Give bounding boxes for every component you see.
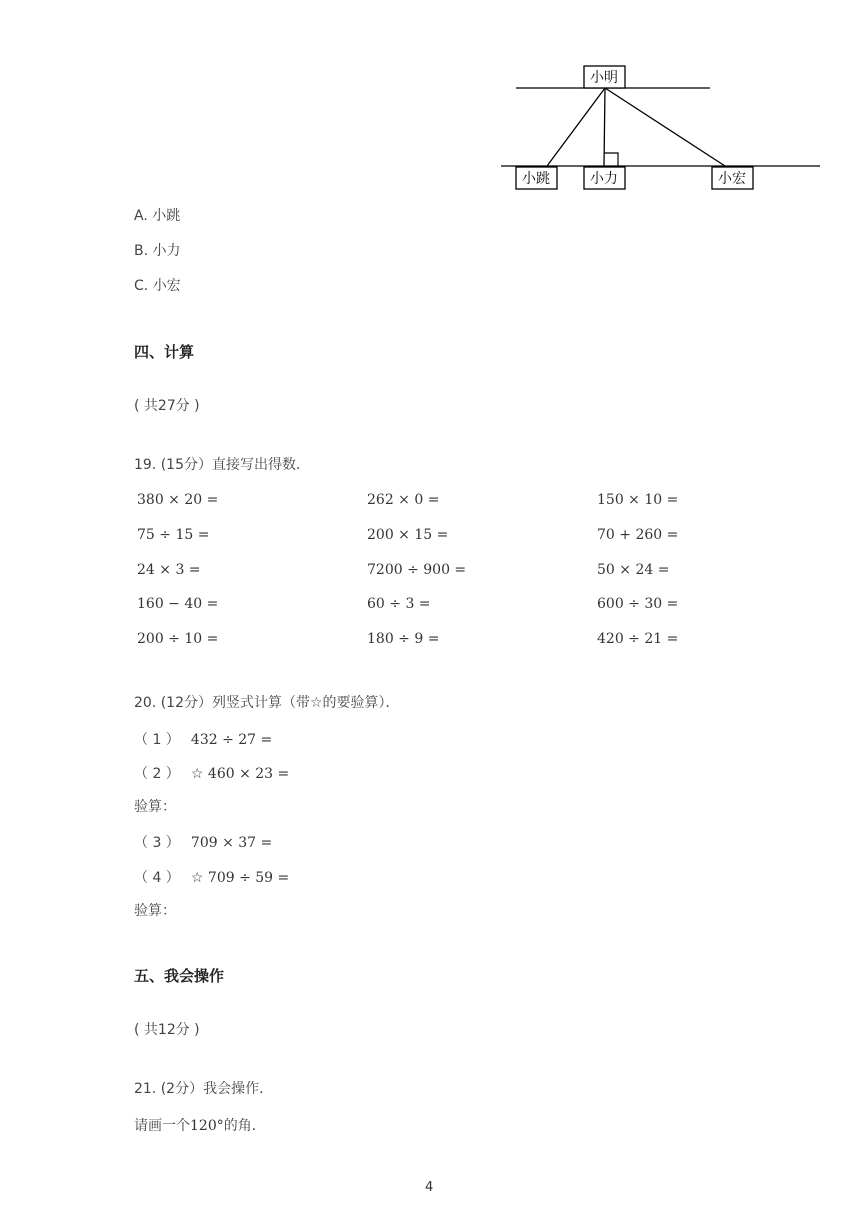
q21-instruction	[134, 1115, 266, 1135]
q20-item-4	[134, 867, 289, 887]
q20-item-3-expr: 709 × 37 =	[190, 835, 273, 851]
q20-item-1-expr: 432 ÷ 27 =	[190, 732, 273, 748]
q19-r5c1: 200 ÷ 10 =	[137, 631, 219, 647]
label-xiaotiao: 小跳	[522, 171, 550, 187]
section5-score: ( 共12分 )	[134, 1022, 200, 1038]
section4-title: 四、计算	[134, 343, 195, 361]
q20-item-3-num: （ 3 ）	[134, 835, 180, 851]
q20-check-label-1: 验算：	[134, 799, 176, 815]
option-c-text: 小宏	[152, 278, 181, 294]
q19-r3c2: 7200 ÷ 900 =	[367, 562, 467, 578]
option-b-text: 小力	[152, 243, 181, 259]
q20-item-4-num: （ 4 ）	[134, 870, 180, 886]
section4-score: ( 共27分 )	[134, 398, 200, 414]
q20-item-2-expr: ☆ 460 × 23 =	[190, 766, 290, 782]
option-a-letter: A.	[134, 208, 148, 224]
q21-text-before: 请画一个	[134, 1118, 190, 1134]
q19-r1c2: 262 × 0 =	[367, 492, 440, 508]
q19-r4c3: 600 ÷ 30 =	[597, 596, 679, 612]
option-b[interactable]	[134, 242, 181, 260]
q20-item-2	[134, 763, 289, 783]
q19-r1c1: 380 × 20 =	[137, 492, 219, 508]
q20-item-2-num: （ 2 ）	[134, 766, 180, 782]
q21-angle: 120°	[190, 1118, 224, 1134]
page-number: 4	[425, 1180, 434, 1195]
q20-check-label-2: 验算：	[134, 903, 176, 919]
label-xiaohong: 小宏	[718, 171, 746, 187]
q19-r3c1: 24 × 3 =	[137, 562, 201, 578]
option-c-letter: C.	[134, 278, 149, 294]
option-c[interactable]	[134, 277, 181, 295]
section5-title: 五、我会操作	[134, 967, 225, 985]
q19-r4c1: 160 − 40 =	[137, 596, 219, 612]
q19-r4c2: 60 ÷ 3 =	[367, 596, 431, 612]
q19-r2c3: 70 + 260 =	[597, 527, 679, 543]
q20-prompt: 20. (12分）列竖式计算（带☆的要验算）．	[134, 695, 400, 711]
option-a-text: 小跳	[152, 208, 181, 224]
label-xiaoli: 小力	[590, 171, 618, 187]
q20-item-3	[134, 832, 272, 852]
q19-r3c3: 50 × 24 =	[597, 562, 670, 578]
q19-r1c3: 150 × 10 =	[597, 492, 679, 508]
option-b-letter: B.	[134, 243, 149, 259]
option-a[interactable]	[134, 207, 180, 225]
q19-r5c3: 420 ÷ 21 =	[597, 631, 679, 647]
q20-item-1-num: （ 1 ）	[134, 732, 180, 748]
q20-item-1	[134, 729, 272, 749]
q19-r5c2: 180 ÷ 9 =	[367, 631, 440, 647]
q19-r2c1: 75 ÷ 15 =	[137, 527, 210, 543]
q21-prompt: 21. (2分）我会操作．	[134, 1081, 274, 1097]
q21-text-after: 的角．	[223, 1118, 266, 1134]
q19-prompt: 19. (15分）直接写出得数．	[134, 457, 310, 473]
q20-item-4-expr: ☆ 709 ÷ 59 =	[190, 870, 290, 886]
label-xiaoming: 小明	[590, 70, 618, 86]
q19-r2c2: 200 × 15 =	[367, 527, 449, 543]
perpendicular-diagram	[495, 60, 825, 195]
